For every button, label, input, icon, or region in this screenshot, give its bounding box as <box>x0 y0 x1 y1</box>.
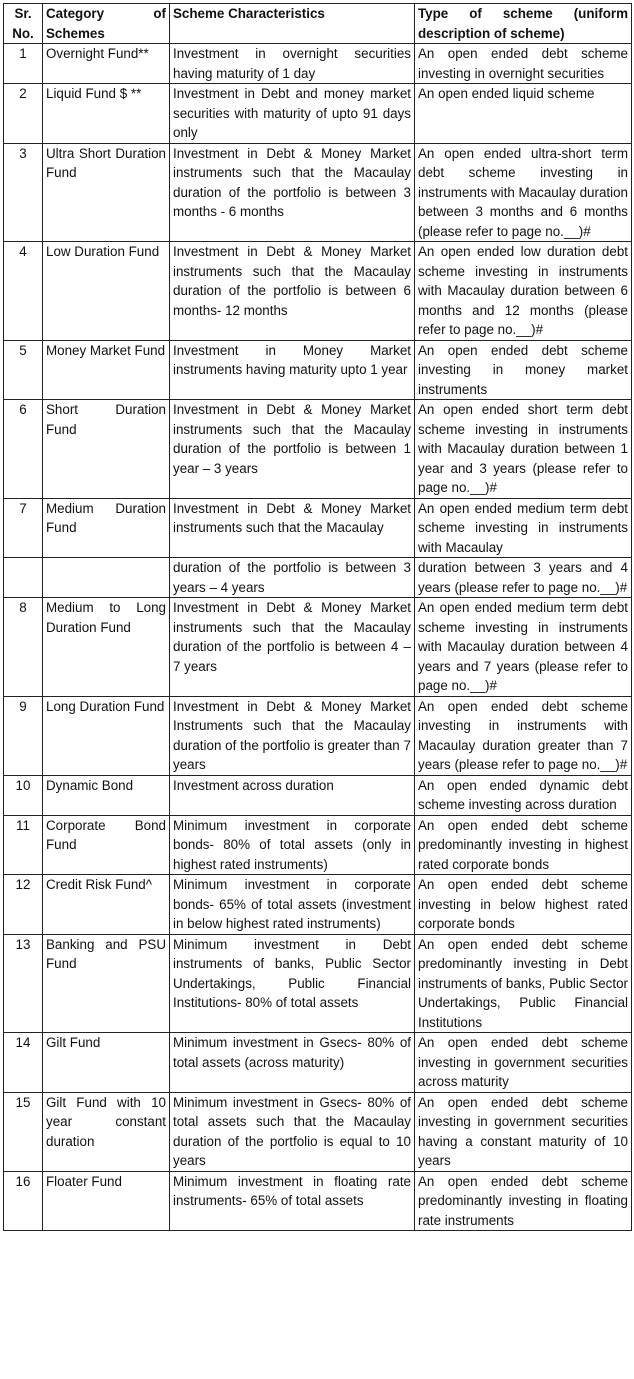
cell-characteristics: Investment in Debt & Money Market instruments such that the Macaulay duration of the portfolio is between 6 months- 12 months <box>170 242 415 341</box>
cell-characteristics: Investment in Debt & Money Market instruments such that the Macaulay <box>170 498 415 558</box>
cell-characteristics: Investment across duration <box>170 775 415 815</box>
cell-characteristics: Investment in Debt & Money Market instruments such that the Macaulay duration of the portfolio is between 1 year – 3 years <box>170 400 415 499</box>
cell-category: Floater Fund <box>43 1171 170 1231</box>
cell-category: Gilt Fund <box>43 1033 170 1093</box>
cell-characteristics: Investment in Money Market instruments having maturity upto 1 year <box>170 340 415 400</box>
table-row <box>4 340 632 400</box>
cell-category: Banking and PSU Fund <box>43 934 170 1033</box>
cell-type: An open ended debt scheme investing in below highest rated corporate bonds <box>415 875 632 935</box>
cell-characteristics: Minimum investment in Gsecs- 80% of total assets (across maturity) <box>170 1033 415 1093</box>
cell-characteristics: Minimum investment in Debt instruments of banks, Public Sector Undertakings, Public Financial Institutions- 80% of total assets <box>170 934 415 1033</box>
cell-type: An open ended debt scheme predominantly investing in highest rated corporate bonds <box>415 815 632 875</box>
cell-category: Credit Risk Fund^ <box>43 875 170 935</box>
cell-type: An open ended low duration debt scheme investing in instruments with Macaulay duration between 6 months and 12 months (please refer to page no.__)# <box>415 242 632 341</box>
table-row <box>4 242 632 341</box>
table-row <box>4 775 632 815</box>
table-row <box>4 696 632 775</box>
cell-type: An open ended debt scheme investing in money market instruments <box>415 340 632 400</box>
table-row <box>4 558 632 598</box>
cell-category: Gilt Fund with 10 year constant duration <box>43 1092 170 1171</box>
cell-type: An open ended liquid scheme <box>415 84 632 144</box>
cell-sr-no: 10 <box>4 775 43 815</box>
cell-sr-no: 16 <box>4 1171 43 1231</box>
cell-type: An open ended medium term debt scheme investing in instruments with Macaulay duration between 4 years and 7 years (please refer to page no.__)# <box>415 598 632 697</box>
cell-sr-no: 14 <box>4 1033 43 1093</box>
table-row <box>4 815 632 875</box>
cell-category: Corporate Bond Fund <box>43 815 170 875</box>
cell-category: Medium to Long Duration Fund <box>43 598 170 697</box>
cell-characteristics: Investment in Debt & Money Market Instruments such that the Macaulay duration of the portfolio is greater than 7 years <box>170 696 415 775</box>
cell-sr-no: 2 <box>4 84 43 144</box>
table-row <box>4 400 632 499</box>
cell-characteristics: duration of the portfolio is between 3 years – 4 years <box>170 558 415 598</box>
cell-category: Overnight Fund** <box>43 44 170 84</box>
cell-category: Liquid Fund $ ** <box>43 84 170 144</box>
cell-type: An open ended short term debt scheme investing in instruments with Macaulay duration between 1 year and 3 years (please refer to page no.__)# <box>415 400 632 499</box>
table-row <box>4 498 632 558</box>
debt-schemes-table <box>3 3 632 1231</box>
cell-type: An open ended debt scheme investing in government securities across maturity <box>415 1033 632 1093</box>
table-row <box>4 1171 632 1231</box>
table-row <box>4 1092 632 1171</box>
cell-sr-no: 9 <box>4 696 43 775</box>
cell-category: Long Duration Fund <box>43 696 170 775</box>
cell-characteristics: Minimum investment in corporate bonds- 65% of total assets (investment in below highest rated instruments) <box>170 875 415 935</box>
cell-category: Dynamic Bond <box>43 775 170 815</box>
cell-type: An open ended debt scheme investing in overnight securities <box>415 44 632 84</box>
cell-characteristics: Minimum investment in Gsecs- 80% of total assets such that the Macaulay duration of the portfolio is equal to 10 years <box>170 1092 415 1171</box>
cell-sr-no: 3 <box>4 143 43 242</box>
table-row <box>4 875 632 935</box>
table-row <box>4 598 632 697</box>
cell-sr-no: 5 <box>4 340 43 400</box>
cell-category: Ultra Short Duration Fund <box>43 143 170 242</box>
cell-category: Short Duration Fund <box>43 400 170 499</box>
cell-sr-no: 1 <box>4 44 43 84</box>
table-row <box>4 44 632 84</box>
cell-sr-no: 12 <box>4 875 43 935</box>
cell-characteristics: Minimum investment in floating rate instruments- 65% of total assets <box>170 1171 415 1231</box>
cell-sr-no: 7 <box>4 498 43 558</box>
header-type: Type of scheme (uniform description of scheme) <box>415 4 632 44</box>
table-header-row <box>4 4 632 44</box>
cell-sr-no: 4 <box>4 242 43 341</box>
table-row <box>4 143 632 242</box>
cell-characteristics: Minimum investment in corporate bonds- 80% of total assets (only in highest rated instruments) <box>170 815 415 875</box>
cell-sr-no: 6 <box>4 400 43 499</box>
cell-sr-no: 8 <box>4 598 43 697</box>
cell-sr-no <box>4 558 43 598</box>
cell-category: Medium Duration Fund <box>43 498 170 558</box>
cell-sr-no: 15 <box>4 1092 43 1171</box>
header-sr-no: Sr. No. <box>4 4 43 44</box>
cell-type: An open ended debt scheme investing in government securities having a constant maturity of 10 years <box>415 1092 632 1171</box>
cell-type: An open ended dynamic debt scheme investing across duration <box>415 775 632 815</box>
cell-type: An open ended debt scheme predominantly investing in Debt instruments of banks, Public Sector Undertakings, Public Financial Institutions <box>415 934 632 1033</box>
cell-characteristics: Investment in Debt & Money Market instruments such that the Macaulay duration of the portfolio is between 3 months - 6 months <box>170 143 415 242</box>
table-row <box>4 1033 632 1093</box>
cell-type: An open ended debt scheme investing in instruments with Macaulay duration greater than 7 years (please refer to page no.__)# <box>415 696 632 775</box>
cell-characteristics: Investment in Debt and money market securities with maturity of upto 91 days only <box>170 84 415 144</box>
cell-type: An open ended ultra-short term debt scheme investing in instruments with Macaulay duration between 3 months and 6 months (please refer to page no.__)# <box>415 143 632 242</box>
cell-sr-no: 11 <box>4 815 43 875</box>
table-row <box>4 934 632 1033</box>
cell-category: Low Duration Fund <box>43 242 170 341</box>
header-characteristics: Scheme Characteristics <box>170 4 415 44</box>
cell-type: An open ended medium term debt scheme investing in instruments with Macaulay <box>415 498 632 558</box>
header-category: Category of Schemes <box>43 4 170 44</box>
cell-sr-no: 13 <box>4 934 43 1033</box>
cell-type: An open ended debt scheme predominantly investing in floating rate instruments <box>415 1171 632 1231</box>
table-row <box>4 84 632 144</box>
cell-type: duration between 3 years and 4 years (please refer to page no.__)# <box>415 558 632 598</box>
cell-characteristics: Investment in overnight securities having maturity of 1 day <box>170 44 415 84</box>
cell-category <box>43 558 170 598</box>
cell-characteristics: Investment in Debt & Money Market instruments such that the Macaulay duration of the portfolio is between 4 – 7 years <box>170 598 415 697</box>
cell-category: Money Market Fund <box>43 340 170 400</box>
